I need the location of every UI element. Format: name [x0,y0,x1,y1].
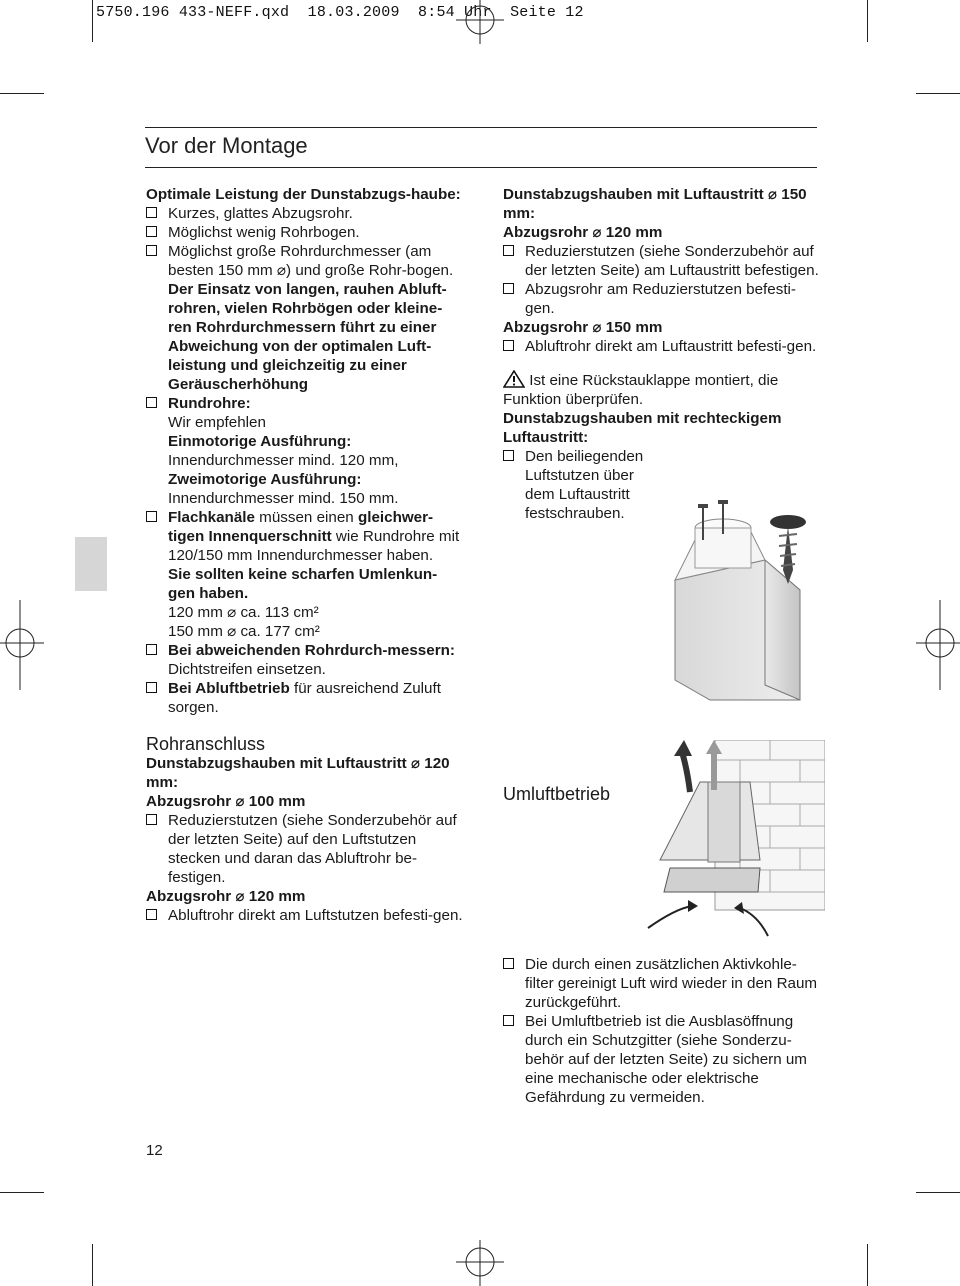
recirc-heading-wrap [503,785,643,804]
page-number: 12 [146,1142,163,1159]
check-valve-note: Ist eine Rückstauklappe montiert, die Funktion überprüfen. [503,372,779,408]
list-item: Reduzierstutzen (siehe Sonderzubehör auf der letzten Seite) auf den Luftstutzen stecken und daran das Abluftrohr be-festigen. [146,811,464,887]
list-item: Möglichst große Rohrdurchmesser (am besten 150 mm ⌀) und große Rohr-bogen. [146,242,464,280]
page-title: Vor der Montage [145,133,308,158]
list-item: Die durch einen zusätzlichen Aktivkohle-filter gereinigt Luft wird wieder in den Raum zurückgeführt. [503,955,821,1012]
list-item: Den beiliegenden Luftstutzen über dem Luftaustritt festschrauben. [503,447,655,523]
list-item: Reduzierstutzen (siehe Sonderzubehör auf der letzten Seite) am Luftaustritt befestigen. [503,242,821,280]
cross-section-info: Sie sollten keine scharfen Umlenkun-gen haben. 120 mm ⌀ ca. 113 cm² 150 mm ⌀ ca. 177 cm² [168,566,438,640]
warning-icon [503,370,525,388]
outlet-150-heading: Dunstabzugshauben mit Luftaustritt ⌀ 150 mm: [503,186,807,222]
list-item: Bei Abluftbetrieb für ausreichend Zuluft sorgen. [146,679,464,717]
rect-outlet-heading: Dunstabzugshauben mit rechteckigem Luftaustritt: [503,410,782,446]
title-rule-bottom [145,167,817,168]
recirc-heading: Umluftbetrieb [503,784,611,804]
list-item: Flachkanäle müssen einen gleichwer-tigen Innenquerschnitt wie Rundrohre mit 120/150 mm Innendurchmesser haben. [146,508,464,565]
pipe-option-heading: Abzugsrohr ⌀ 100 mm [146,793,306,810]
rect-outlet-illustration [655,500,835,720]
list-item: Abluftrohr direkt am Luftaustritt befesti-gen. [503,337,821,356]
list-item: Rundrohre: [146,394,464,413]
pipe-subheading: Dunstabzugshauben mit Luftaustritt ⌀ 120 mm: [146,755,450,791]
warning-text: Der Einsatz von langen, rauhen Abluft-rohren, vielen Rohrbögen oder kleine-ren Rohrdurchmessern führt zu einer Abweichung von der optimalen Luft-leistung und gleichzeitig zu einer Geräuscherhöhung [168,281,447,393]
list-item: Kurzes, glattes Abzugsrohr. [146,204,464,223]
pipe-option-heading: Abzugsrohr ⌀ 120 mm [146,888,306,905]
list-item: Bei Umluftbetrieb ist die Ausblasöffnung durch ein Schutzgitter (siehe Sonderzu-behör auf der letzten Seite) zu sichern um eine mechanische oder elektrische Gefährdung zu vermeiden. [503,1012,821,1107]
pipe-option-heading: Abzugsrohr ⌀ 120 mm [503,224,663,241]
list-item: Möglichst wenig Rohrbogen. [146,223,464,242]
list-item: Bei abweichenden Rohrdurch-messern: Dichtstreifen einsetzen. [146,641,464,679]
right-column [503,185,821,523]
list-item: Abzugsrohr am Reduzierstutzen befesti-gen. [503,280,821,318]
title-rule-top [145,127,817,128]
list-item: Abluftrohr direkt am Luftstutzen befesti-gen. [146,906,464,925]
recirculation-illustration [640,740,825,950]
pipe-section-heading: Rohranschluss [146,734,266,754]
recirc-list [503,955,821,1107]
pipe-option-heading: Abzugsrohr ⌀ 150 mm [503,319,663,336]
perf-heading: Optimale Leistung der Dunstabzugs-haube: [146,186,461,203]
round-pipe-spec: Wir empfehlen Einmotorige Ausführung: Innendurchmesser mind. 120 mm, Zweimotorige Ausführung: Innendurchmesser mind. 150 mm. [168,414,399,507]
left-column [146,185,464,925]
section-tab [75,537,107,591]
print-slug: 5750.196 433-NEFF.qxd 18.03.2009 8:54 Uhr Seite 12 [96,4,584,21]
